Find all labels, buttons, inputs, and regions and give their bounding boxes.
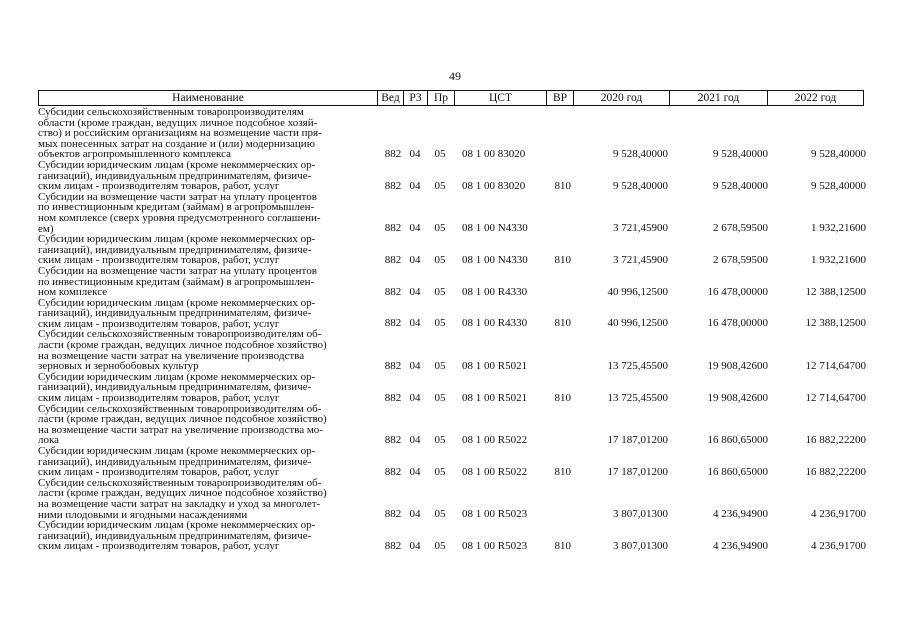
row-name-line: ганизаций), индивидуальным предпринимателям, физиче- [38, 455, 312, 468]
row-name [38, 520, 378, 552]
row-name-line: Субсидии юридическим лицам (кроме некоммерческих ор- [38, 233, 316, 246]
row-name [38, 160, 378, 192]
cell-rz: 04 [409, 359, 421, 372]
row-name-line: Субсидии сельскохозяйственным товаропроизводителям об- [38, 402, 322, 415]
cell-pr: 05 [434, 465, 446, 478]
cell-cst: 08 1 00 N4330 [462, 253, 528, 266]
row-name-line: лока [38, 434, 60, 447]
cell-cst: 08 1 00 R4330 [462, 285, 528, 298]
cell-vr: 810 [554, 317, 571, 330]
cell-2020: 3 807,01300 [613, 508, 668, 521]
row-name [38, 446, 378, 478]
header-pr: Пр [428, 91, 455, 105]
row-name-line: ским лицам - производителям товаров, работ, услуг [38, 317, 280, 330]
table-row [38, 192, 868, 234]
cell-2022: 16 882,22200 [805, 434, 866, 446]
cell-2020: 3 721,45900 [613, 222, 668, 235]
cell-pr: 05 [434, 253, 446, 266]
cell-rz: 04 [409, 147, 421, 160]
row-name-line: ство) и российским организациям на возмещение части пря- [38, 127, 322, 140]
page-number: 49 [449, 69, 461, 83]
table-row [38, 160, 868, 192]
row-name-line: объектов агропромышленного комплекса [38, 148, 231, 161]
cell-vr: 810 [554, 391, 571, 404]
cell-2022: 9 528,40000 [811, 147, 866, 160]
table-header [38, 90, 864, 106]
row-name [38, 234, 378, 266]
cell-2022: 1 932,21600 [811, 222, 866, 235]
cell-cst: 08 1 00 R5021 [462, 391, 528, 404]
row-name-line: на возмещение части затрат на увеличение производства [38, 349, 305, 362]
cell-ved: 882 [384, 317, 402, 330]
cell-vr: 810 [554, 539, 571, 552]
cell-2021: 16 860,65000 [707, 465, 768, 478]
table-row [38, 404, 868, 446]
cell-2021: 16 478,00000 [707, 285, 768, 298]
row-name-line: Субсидии сельскохозяйственным товаропроизводителям об- [38, 328, 322, 341]
cell-cst: 08 1 00 N4330 [462, 222, 528, 235]
cell-ved: 882 [384, 391, 402, 404]
row-name-line: по инвестиционным кредитам (займам) в агропромышлен- [38, 275, 315, 288]
cell-2022: 12 714,64700 [805, 359, 866, 372]
cell-2020: 9 528,40000 [613, 179, 668, 192]
row-name-line: ским лицам - производителям товаров, работ, услуг [38, 254, 280, 267]
row-name [38, 404, 378, 446]
cell-ved: 882 [384, 222, 402, 235]
cell-2022: 16 882,22200 [805, 465, 866, 478]
row-name-line: ном комплексе (сверх уровня предусмотренного соглашени- [38, 211, 321, 224]
cell-ved: 882 [384, 285, 402, 298]
cell-2021: 2 678,59500 [713, 222, 768, 235]
cell-cst: 08 1 00 R4330 [462, 317, 528, 330]
cell-2021: 9 528,40000 [713, 179, 768, 192]
cell-2021: 16 860,65000 [707, 434, 768, 446]
cell-pr: 05 [434, 317, 446, 330]
cell-2022: 4 236,91700 [811, 539, 866, 552]
cell-2022: 1 932,21600 [811, 253, 866, 266]
row-name-line: Субсидии юридическим лицам (кроме некоммерческих ор- [38, 445, 316, 457]
row-name [38, 266, 378, 298]
cell-rz: 04 [409, 317, 421, 330]
header-name: Наименование [39, 91, 378, 105]
table-row [38, 520, 868, 552]
cell-2020: 13 725,45500 [607, 391, 668, 404]
row-name [38, 107, 378, 160]
cell-ved: 882 [384, 253, 402, 266]
cell-2021: 16 478,00000 [707, 317, 768, 330]
cell-cst: 08 1 00 R5022 [462, 465, 528, 478]
cell-2021: 4 236,94900 [713, 539, 768, 552]
cell-ved: 882 [384, 359, 402, 372]
cell-vr: 810 [554, 465, 571, 478]
cell-rz: 04 [409, 391, 421, 404]
cell-rz: 04 [409, 465, 421, 478]
row-name-line: ганизаций), индивидуальным предпринимателям, физиче- [38, 307, 312, 320]
cell-2020: 17 187,01200 [607, 434, 668, 446]
cell-2020: 40 996,12500 [607, 285, 668, 298]
cell-2020: 3 721,45900 [613, 253, 668, 266]
table-body [38, 107, 868, 552]
cell-2020: 3 807,01300 [613, 539, 668, 552]
cell-ved: 882 [384, 465, 402, 478]
header-rz: РЗ [404, 91, 428, 105]
cell-pr: 05 [434, 391, 446, 404]
cell-rz: 04 [409, 434, 421, 446]
cell-pr: 05 [434, 222, 446, 235]
cell-pr: 05 [434, 147, 446, 160]
row-name-line: Субсидии юридическим лицам (кроме некоммерческих ор- [38, 158, 316, 171]
row-name-line: мых понесенных затрат на создание и (или) модернизацию [38, 137, 315, 150]
row-name-line: по инвестиционным кредитам (займам) в агропромышлен- [38, 201, 315, 214]
cell-2020: 9 528,40000 [613, 147, 668, 160]
cell-2021: 19 908,42600 [707, 391, 768, 404]
cell-2022: 9 528,40000 [811, 179, 866, 192]
cell-rz: 04 [409, 179, 421, 192]
row-name [38, 192, 378, 234]
cell-ved: 882 [384, 539, 402, 552]
row-name [38, 372, 378, 404]
cell-ved: 882 [384, 434, 402, 446]
row-name-line: на возмещение части затрат на закладку и уход за многолет- [38, 497, 321, 510]
cell-pr: 05 [434, 179, 446, 192]
cell-cst: 08 1 00 R5023 [462, 539, 528, 552]
row-name-line: ласти (кроме граждан, ведущих личное подсобное хозяйство) [38, 487, 327, 500]
cell-2021: 2 678,59500 [713, 253, 768, 266]
table-row [38, 266, 868, 298]
row-name-line: ганизаций), индивидуальным предпринимателям, физиче- [38, 169, 312, 182]
cell-2022: 12 714,64700 [805, 391, 866, 404]
row-name-line: ским лицам - производителям товаров, работ, услуг [38, 392, 280, 405]
row-name-line: ганизаций), индивидуальным предпринимателям, физиче- [38, 529, 312, 542]
cell-pr: 05 [434, 539, 446, 552]
row-name-line: Субсидии на возмещение части затрат на уплату процентов [38, 264, 317, 277]
cell-cst: 08 1 00 R5023 [462, 508, 528, 521]
row-name-line: Субсидии юридическим лицам (кроме некоммерческих ор- [38, 370, 316, 383]
row-name-line: ном комплексе [38, 286, 108, 299]
cell-pr: 05 [434, 285, 446, 298]
row-name-line: ем) [38, 222, 54, 235]
cell-rz: 04 [409, 508, 421, 521]
cell-2022: 12 388,12500 [805, 317, 866, 330]
table-row [38, 446, 868, 478]
row-name [38, 298, 378, 330]
cell-2020: 13 725,45500 [607, 359, 668, 372]
row-name-line: зерновых и зернобобовых культур [38, 360, 199, 373]
row-name-line: ским лицам - производителям товаров, работ, услуг [38, 466, 280, 479]
cell-rz: 04 [409, 539, 421, 552]
row-name-line: ганизаций), индивидуальным предпринимателям, физиче- [38, 243, 312, 256]
cell-vr: 810 [554, 179, 571, 192]
header-cst: ЦСТ [455, 91, 547, 105]
cell-2021: 4 236,94900 [713, 508, 768, 521]
row-name-line: ским лицам - производителям товаров, работ, услуг [38, 540, 280, 553]
row-name [38, 329, 378, 371]
cell-pr: 05 [434, 508, 446, 521]
cell-pr: 05 [434, 359, 446, 372]
header-2021: 2021 год [670, 91, 768, 105]
cell-cst: 08 1 00 83020 [462, 147, 526, 160]
cell-ved: 882 [384, 508, 402, 521]
table-row [38, 372, 868, 404]
table-row [38, 478, 868, 520]
header-2022: 2022 год [794, 92, 837, 104]
row-name-line: Субсидии сельскохозяйственным товаропроизводителям [38, 106, 304, 118]
row-name-line: Субсидии юридическим лицам (кроме некоммерческих ор- [38, 519, 316, 532]
header-vr: ВР [547, 91, 574, 105]
cell-cst: 08 1 00 83020 [462, 179, 526, 192]
row-name-line: Субсидии на возмещение части затрат на уплату процентов [38, 190, 317, 203]
cell-2021: 9 528,40000 [713, 147, 768, 160]
cell-rz: 04 [409, 253, 421, 266]
cell-ved: 882 [384, 147, 402, 160]
table-row [38, 234, 868, 266]
table-row [38, 298, 868, 330]
cell-rz: 04 [409, 222, 421, 235]
table-row [38, 107, 868, 160]
table-row [38, 329, 868, 371]
cell-2021: 19 908,42600 [707, 359, 768, 372]
row-name-line: на возмещение части затрат на увеличение производства мо- [38, 423, 323, 436]
row-name-line: Субсидии сельскохозяйственным товаропроизводителям об- [38, 476, 322, 489]
header-2020: 2020 год [574, 91, 670, 105]
row-name-line: области (кроме граждан, ведущих личное подсобное хозяй- [38, 116, 318, 129]
row-name-line: ними плодовыми и ягодными насаждениями [38, 508, 248, 521]
cell-ved: 882 [384, 179, 402, 192]
cell-cst: 08 1 00 R5022 [462, 434, 528, 446]
row-name-line: Субсидии юридическим лицам (кроме некоммерческих ор- [38, 296, 316, 309]
row-name-line: ласти (кроме граждан, ведущих личное подсобное хозяйство) [38, 339, 327, 352]
row-name-line: ским лицам - производителям товаров, работ, услуг [38, 180, 280, 193]
cell-vr: 810 [554, 253, 571, 266]
cell-rz: 04 [409, 285, 421, 298]
row-name-line: ганизаций), индивидуальным предпринимателям, физиче- [38, 381, 312, 394]
header-ved: Вед [378, 91, 404, 105]
cell-2022: 4 236,91700 [811, 508, 866, 521]
cell-pr: 05 [434, 434, 446, 446]
cell-2022: 12 388,12500 [805, 285, 866, 298]
cell-2020: 40 996,12500 [607, 317, 668, 330]
cell-2020: 17 187,01200 [607, 465, 668, 478]
cell-cst: 08 1 00 R5021 [462, 359, 528, 372]
row-name [38, 478, 378, 520]
row-name-line: ласти (кроме граждан, ведущих личное подсобное хозяйство) [38, 413, 327, 426]
